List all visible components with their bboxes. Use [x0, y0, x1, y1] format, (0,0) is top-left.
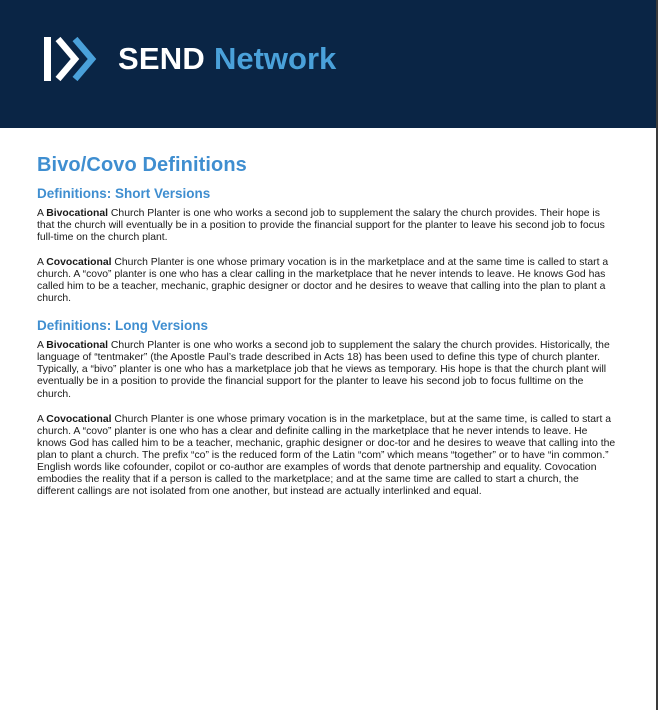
- paragraph-short-covo: [37, 257, 617, 305]
- paragraph-text: Church Planter is one whose primary vocation is in the marketplace, but at the same time, is called to start a church. A “covo” planter is one who has a clear and definite calling in the marketplace that he never intends to leave. He knows God has called him to be a teacher, mechanic, graphic designer or doc-tor and he desires to weave that calling into the plan to plant a church. The prefix “co” is the reduced form of the Latin “com” which means “together” or to have “in common.” English words like cofounder, copilot or co-author are examples of words that denote partnership and equality. Covocation embodies the reality that if a person is called to the marketplace; and at the same time are called to start a church, the different callings are not isolated from one another, but instead are actually interlinked and equal.: [37, 413, 616, 497]
- brand-name-send: SEND: [118, 41, 205, 76]
- paragraph-text: Church Planter is one who works a second job to supplement the salary the church provides. Historically, the language of “tentmaker” (the Apostle Paul’s trade described in Acts 18) has been used to define this type of church planter. Typically, a “bivo” planter is one who has a marketplace job that he views as temporary. His hope is that the church plant will eventually be in a position to provide the financial support for the planter to leave his second job to focus fulltime on the church.: [37, 340, 610, 400]
- paragraph-text: Church Planter is one whose primary vocation is in the marketplace and at the same time is called to start a church. A “covo” planter is one who has a clear calling in the marketplace that he never intends to leave. He knows God has called him to be a teacher, mechanic, graphic designer or doctor and he desires to weave that calling into the plan to plant a church.: [37, 257, 609, 305]
- section-heading-long: Definitions: Long Versions: [37, 318, 209, 334]
- section-heading-short: Definitions: Short Versions: [37, 186, 211, 201]
- page-header: [0, 0, 656, 128]
- paragraph-prefix: A: [37, 208, 47, 219]
- paragraph-prefix: A: [37, 257, 47, 269]
- term-bivocational: Bivocational: [46, 340, 109, 352]
- send-network-logo-icon: [44, 34, 104, 84]
- paragraph-long-bivo: [37, 340, 617, 400]
- paragraph-short-bivo: [37, 208, 617, 244]
- brand-name-network: Network: [213, 41, 337, 76]
- term-bivocational: Bivocational: [46, 208, 109, 219]
- paragraph-text: Church Planter is one who works a second job to supplement the salary the church provides. Their hope is that the church will eventually be in a position to provide the financial support for the planter to leave his second job to focus full-time on the church plant.: [37, 208, 605, 244]
- page-title: Bivo/Covo Definitions: [37, 154, 247, 176]
- paragraph-prefix: A: [37, 413, 47, 425]
- paragraph-prefix: A: [37, 340, 47, 352]
- send-network-logo: [44, 34, 336, 84]
- term-covocational: Covocational: [46, 257, 112, 269]
- paragraph-long-covo: [37, 414, 617, 498]
- document-body: [37, 154, 617, 511]
- term-covocational: Covocational: [46, 413, 112, 425]
